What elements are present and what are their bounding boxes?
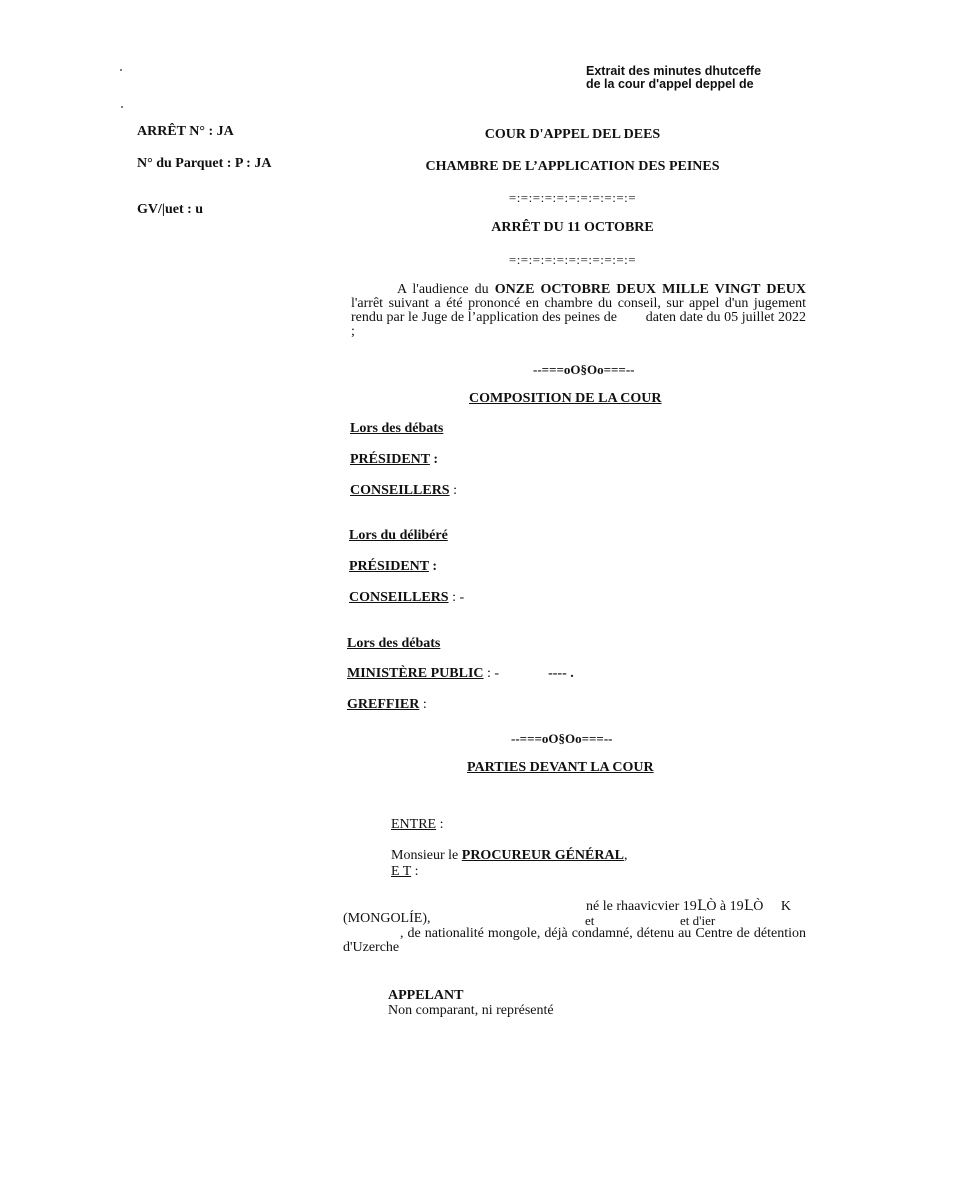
birth-info: né le rhaavicvier 19ԼÒ à 19ԼÒ	[586, 899, 764, 914]
conseillers-1-label: CONSEILLERS	[350, 483, 450, 498]
intro-part-4: daten date du 05 juillet 2022 ;	[351, 310, 807, 339]
intro-paragraph	[351, 283, 806, 339]
nationality-detention: , de nationalité mongole, déjà condamné, détenu au Centre de détention d'Uzerche	[343, 926, 806, 955]
conseillers-2: CONSEILLERS : -	[349, 590, 465, 605]
intro-part-1: A l'audience du	[397, 282, 489, 297]
greffier: GREFFIER :	[347, 697, 427, 712]
court-name: COUR D'APPEL DEL DEES	[484, 127, 661, 142]
origin-country: (MONGOLÍE),	[343, 911, 431, 926]
conseillers-1: CONSEILLERS :	[350, 483, 457, 498]
ministere-public-value: ---- .	[548, 666, 574, 681]
et-label: E T	[391, 864, 412, 879]
parquet-number: N° du Parquet : P : JA	[137, 156, 272, 171]
debats-label-2: Lors des débats	[347, 636, 441, 651]
extract-line-1: Extrait des minutes dhutceffe	[586, 64, 762, 78]
separator-1: =:=:=:=:=:=:=:=:=:=:=	[508, 190, 637, 205]
conseillers-2-label: CONSEILLERS	[349, 590, 449, 605]
extract-stamp	[586, 65, 761, 91]
procureur-line: Monsieur le PROCUREUR GÉNÉRAL,	[391, 848, 628, 863]
arret-number: ARRÊT N° : JA	[137, 124, 234, 139]
et-label-line: E T :	[391, 864, 419, 879]
decision-title: ARRÊT DU 11 OCTOBRE	[491, 220, 654, 235]
appelant-label: APPELANT	[388, 988, 464, 1003]
parents-and-1: et	[585, 913, 595, 928]
parties-title: PARTIES DEVANT LA COUR	[467, 760, 654, 775]
separator-2: =:=:=:=:=:=:=:=:=:=:=	[508, 252, 637, 267]
scan-dot	[120, 69, 122, 71]
extract-line-2: de la cour d'appel deppel de	[586, 77, 754, 91]
intro-part-3: l'arrêt suivant a été prononcé en chambre du conseil, sur appel d'un jugement rendu par le Juge de l’application des peines de	[351, 296, 806, 325]
non-comparant: Non comparant, ni représenté	[388, 1003, 554, 1018]
ministere-public: MINISTÈRE PUBLIC : - ---- .	[347, 666, 574, 681]
procureur-general: PROCUREUR GÉNÉRAL	[461, 848, 624, 863]
ministere-public-label: MINISTÈRE PUBLIC	[347, 666, 484, 681]
president-1: PRÉSIDENT :	[350, 452, 439, 467]
delibere-label: Lors du délibéré	[349, 528, 448, 543]
scan-dot	[121, 106, 123, 108]
debats-label-1: Lors des débats	[350, 421, 444, 436]
gv-reference: GV/|uet : u	[137, 202, 204, 217]
monsieur-label: Monsieur le	[391, 848, 459, 863]
president-1-label: PRÉSIDENT	[350, 452, 430, 467]
birth-info-end: K	[780, 899, 791, 914]
ornament-2: --===oO§Oo===--	[511, 731, 613, 746]
greffier-label: GREFFIER	[347, 697, 420, 712]
president-2-label: PRÉSIDENT	[349, 559, 429, 574]
chamber-name: CHAMBRE DE L’APPLICATION DES PEINES	[425, 159, 720, 174]
entre-label: ENTRE	[391, 817, 437, 832]
composition-title: COMPOSITION DE LA COUR	[469, 391, 662, 406]
entre: ENTRE :	[391, 817, 444, 832]
parents-and-2: et d'ier	[680, 913, 716, 928]
intro-date: ONZE OCTOBRE DEUX MILLE VINGT DEUX	[494, 282, 807, 297]
president-2: PRÉSIDENT :	[349, 559, 438, 574]
ornament-1: --===oO§Oo===--	[533, 362, 635, 377]
